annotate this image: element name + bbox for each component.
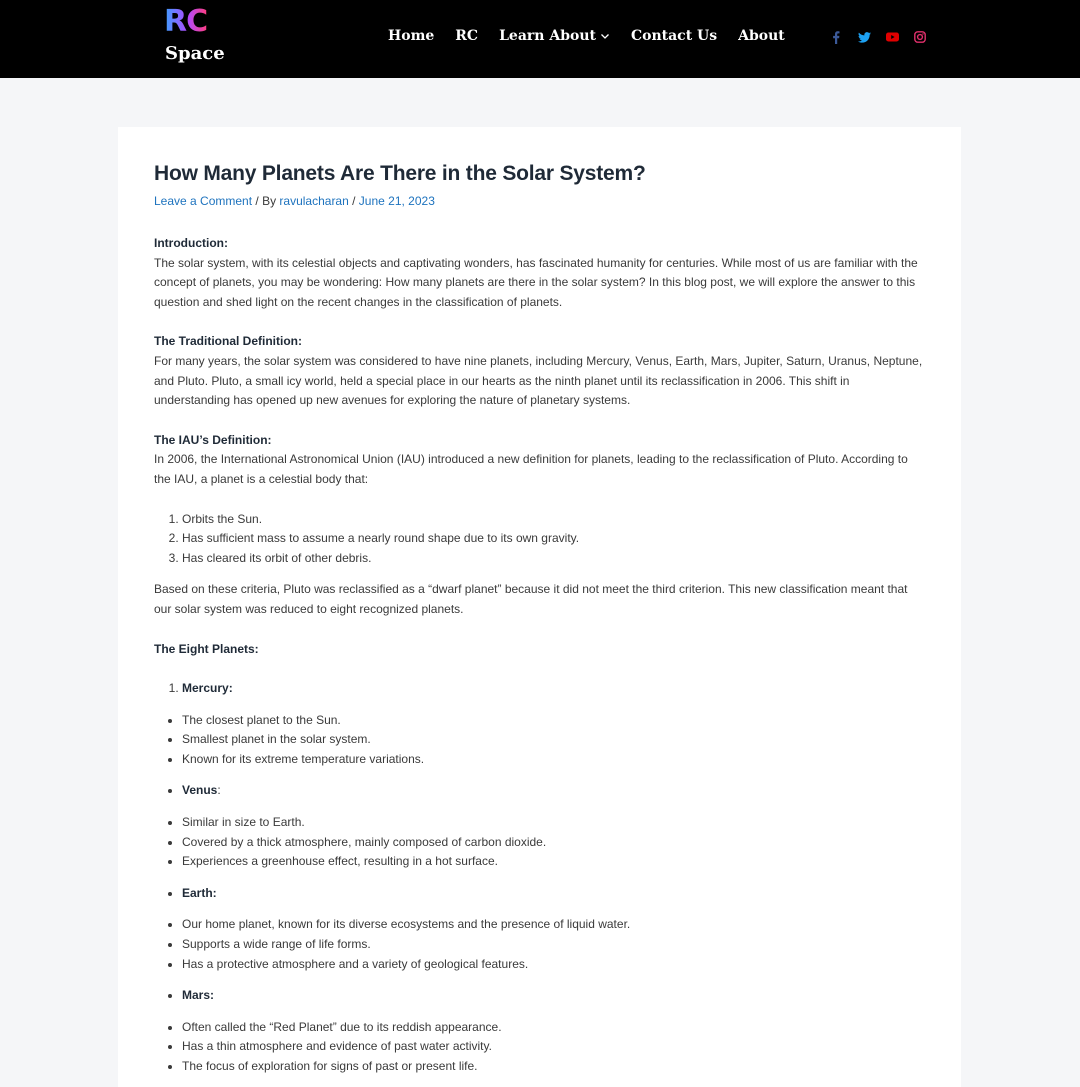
planet-mars-heading: • Mars: [182,986,924,1006]
meta-separator: / [348,194,359,208]
meta-separator: / By [252,194,280,208]
list-item: 2. Has sufficient mass to assume a nearly round shape due to its own gravity. [182,529,924,549]
section-title-iau: The IAU’s Definition: [154,432,272,447]
section-title-traditional: The Traditional Definition: [154,334,302,349]
list-item: 1. Orbits the Sun. [182,510,924,530]
paragraph-traditional: For many years, the solar system was considered to have nine planets, including Mercury, Venus, Earth, Mars, Jupiter, Saturn, Uranus, Neptune, and Pluto. Pluto, a small icy world, held a special place in our hearts as the ninth planet until its reclassification in 2006. This shift in understanding has opened up new avenues for exploring the nature of planetary systems. [154,353,923,408]
author-link[interactable]: ravulacharan [279,194,349,208]
chevron-down-icon [600,31,610,41]
list-item: • Covered by a thick atmosphere, mainly composed of carbon dioxide. [182,833,924,853]
planet-venus-heading: • Venus: [182,781,924,801]
list-item: • Often called the “Red Planet” due to its reddish appearance. [182,1018,924,1038]
article-body [154,234,924,1077]
iau-criteria-list [154,510,924,569]
article-card [118,127,961,1087]
page-title: How Many Planets Are There in the Solar System? [154,162,646,185]
article-content [154,162,924,1077]
paragraph-introduction: The solar system, with its celestial objects and captivating wonders, has fascinated humanity for centuries. While most of us are familiar with the concept of planets, you may be wondering: How many planets are there in the solar system? In this blog post, we will explore the answer to this question and shed light on the recent changes in the classification of planets. [154,255,918,309]
paragraph-iau: In 2006, the International Astronomical Union (IAU) introduced a new definition for planets, leading to the reclassification of Pluto. According to the IAU, a planet is a celestial body that: [154,452,908,486]
earth-heading-list [154,884,924,904]
instagram-icon[interactable] [913,30,927,44]
main-nav [388,28,806,44]
mars-facts-list [154,1018,924,1077]
nav-contact-us[interactable]: Contact Us [630,28,718,44]
site-logo[interactable] [162,4,225,68]
section-title-introduction: Introduction: [154,236,228,250]
leave-comment-link[interactable]: Leave a Comment [154,194,253,208]
venus-facts-list [154,813,924,872]
site-header [0,0,1080,78]
post-meta [154,194,924,208]
twitter-icon[interactable] [857,30,871,44]
list-item: • Has a thin atmosphere and evidence of past water activity. [182,1037,924,1057]
planets-list [154,679,924,699]
list-item: • The closest planet to the Sun. [182,711,924,731]
nav-learn-about[interactable] [499,28,610,44]
list-item: • Has a protective atmosphere and a variety of geological features. [182,955,924,975]
list-item: • The focus of exploration for signs of past or present life. [182,1057,924,1077]
mars-heading-list [154,986,924,1006]
paragraph-criteria: Based on these criteria, Pluto was reclassified as a “dwarf planet” because it did not meet the third criterion. This new classification meant that our solar system was reduced to eight recognized planets. [154,582,908,616]
nav-about[interactable]: About [738,28,785,44]
list-item: • Experiences a greenhouse effect, resulting in a hot surface. [182,852,924,872]
planet-mercury-heading: 1. Mercury: [182,679,924,699]
list-item: • Known for its extreme temperature variations. [182,750,924,770]
planet-earth-heading: • Earth: [182,884,924,904]
nav-learn-about-label: Learn About [499,28,596,44]
logo-space-text: Space [165,43,225,64]
list-item: 3. Has cleared its orbit of other debris. [182,549,924,569]
list-item: • Similar in size to Earth. [182,813,924,833]
list-item: • Our home planet, known for its diverse ecosystems and the presence of liquid water. [182,915,924,935]
logo-rc-text: RC [164,4,208,39]
list-item: • Supports a wide range of life forms. [182,935,924,955]
mercury-facts-list [154,711,924,770]
facebook-icon[interactable] [829,30,843,44]
nav-home[interactable]: Home [388,28,435,44]
youtube-icon[interactable] [885,30,899,44]
section-title-eight-planets: The Eight Planets: [154,641,259,656]
earth-facts-list [154,915,924,974]
social-links [829,30,927,44]
list-item: • Smallest planet in the solar system. [182,730,924,750]
venus-heading-list [154,781,924,801]
nav-rc[interactable]: RC [455,28,479,44]
date-link[interactable]: June 21, 2023 [358,194,435,208]
